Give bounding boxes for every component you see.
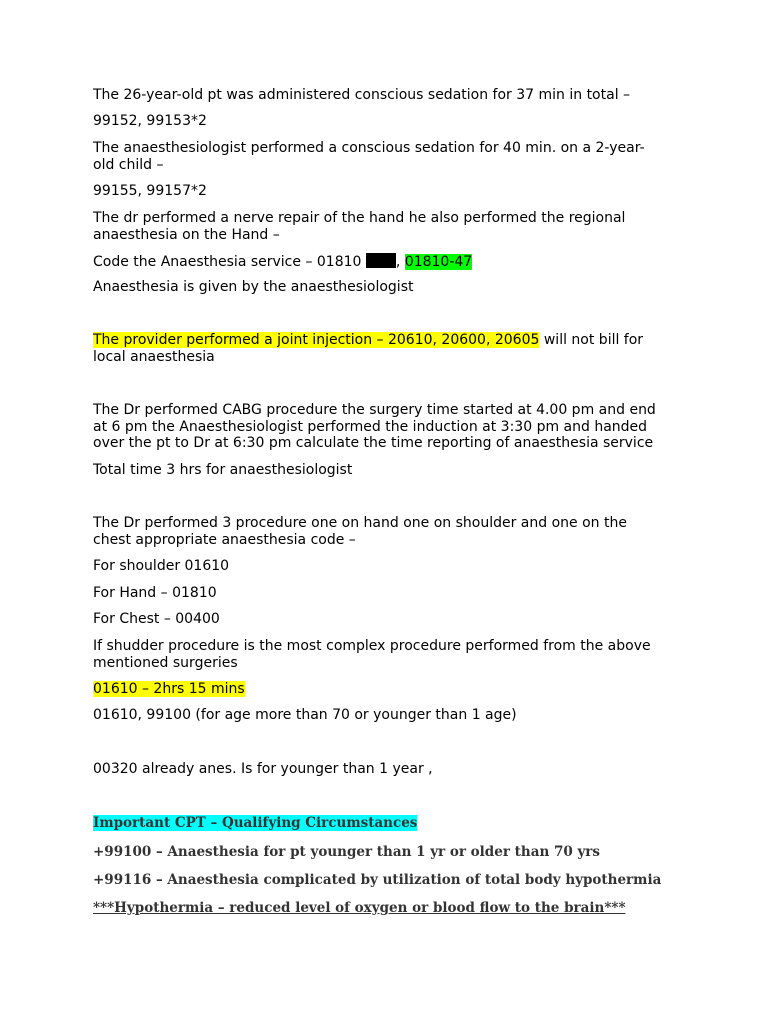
- paragraph-codes-99155: 99155, 99157*2: [93, 183, 207, 199]
- highlighted-code-01810-47: 01810-47: [404, 254, 473, 270]
- paragraph-01610-time: [93, 681, 245, 698]
- paragraph-chest: For Chest – 00400: [93, 611, 220, 627]
- paragraph-three-procedures: The Dr performed 3 procedure one on hand one on shoulder and one on the chest appropriate anaesthesia code –: [93, 515, 627, 548]
- paragraph-sedation-2yo: The anaesthesiologist performed a conscious sedation for 40 min. on a 2-year-old child –: [93, 140, 645, 173]
- paragraph-code-anaesthesia-service: [93, 253, 472, 271]
- code-service-label: Code the Anaesthesia service – 01810: [93, 254, 366, 270]
- highlighted-01610-time: 01610 – 2hrs 15 mins: [93, 681, 245, 697]
- paragraph-joint-injection: [93, 332, 665, 365]
- paragraph-01610-99100: 01610, 99100 (for age more than 70 or younger than 1 age): [93, 707, 517, 723]
- redaction-block: [366, 253, 396, 268]
- paragraph-00320: 00320 already anes. Is for younger than 1 year ,: [93, 761, 433, 777]
- joint-injection-note: will not bill for local anaesthesia: [93, 332, 644, 365]
- paragraph-hypothermia-note: ***Hypothermia – reduced level of oxygen or blood flow to the brain***: [93, 900, 626, 916]
- paragraph-cabg: The Dr performed CABG procedure the surgery time started at 4.00 pm and end at 6 pm the Anaesthesiologist performed the induction at 3:30 pm and handed over the pt to Dr at 6:30 pm calculate the time reporting of anaesthesia service: [93, 402, 656, 451]
- paragraph-given-by: Anaesthesia is given by the anaesthesiologist: [93, 279, 414, 295]
- paragraph-99100: +99100 – Anaesthesia for pt younger than 1 yr or older than 70 yrs: [93, 844, 601, 860]
- heading-important-cpt: [93, 815, 417, 832]
- paragraph-nerve-repair: The dr performed a nerve repair of the hand he also performed the regional anaesthesia on the Hand –: [93, 210, 626, 243]
- paragraph-sedation-26yo: The 26-year-old pt was administered conscious sedation for 37 min in total –: [93, 87, 631, 103]
- paragraph-shoulder: For shoulder 01610: [93, 558, 230, 574]
- paragraph-shudder: If shudder procedure is the most complex procedure performed from the above mentioned surgeries: [93, 638, 651, 671]
- highlighted-heading: Important CPT – Qualifying Circumstances: [93, 815, 418, 831]
- paragraph-hand: For Hand – 01810: [93, 585, 217, 601]
- paragraph-total-time: Total time 3 hrs for anaesthesiologist: [93, 462, 353, 478]
- paragraph-99116: +99116 – Anaesthesia complicated by utilization of total body hypothermia: [93, 872, 662, 888]
- paragraph-codes-99152: 99152, 99153*2: [93, 113, 207, 129]
- highlighted-joint-injection: The provider performed a joint injection – 20610, 20600, 20605: [93, 332, 540, 348]
- separator: ,: [395, 254, 405, 270]
